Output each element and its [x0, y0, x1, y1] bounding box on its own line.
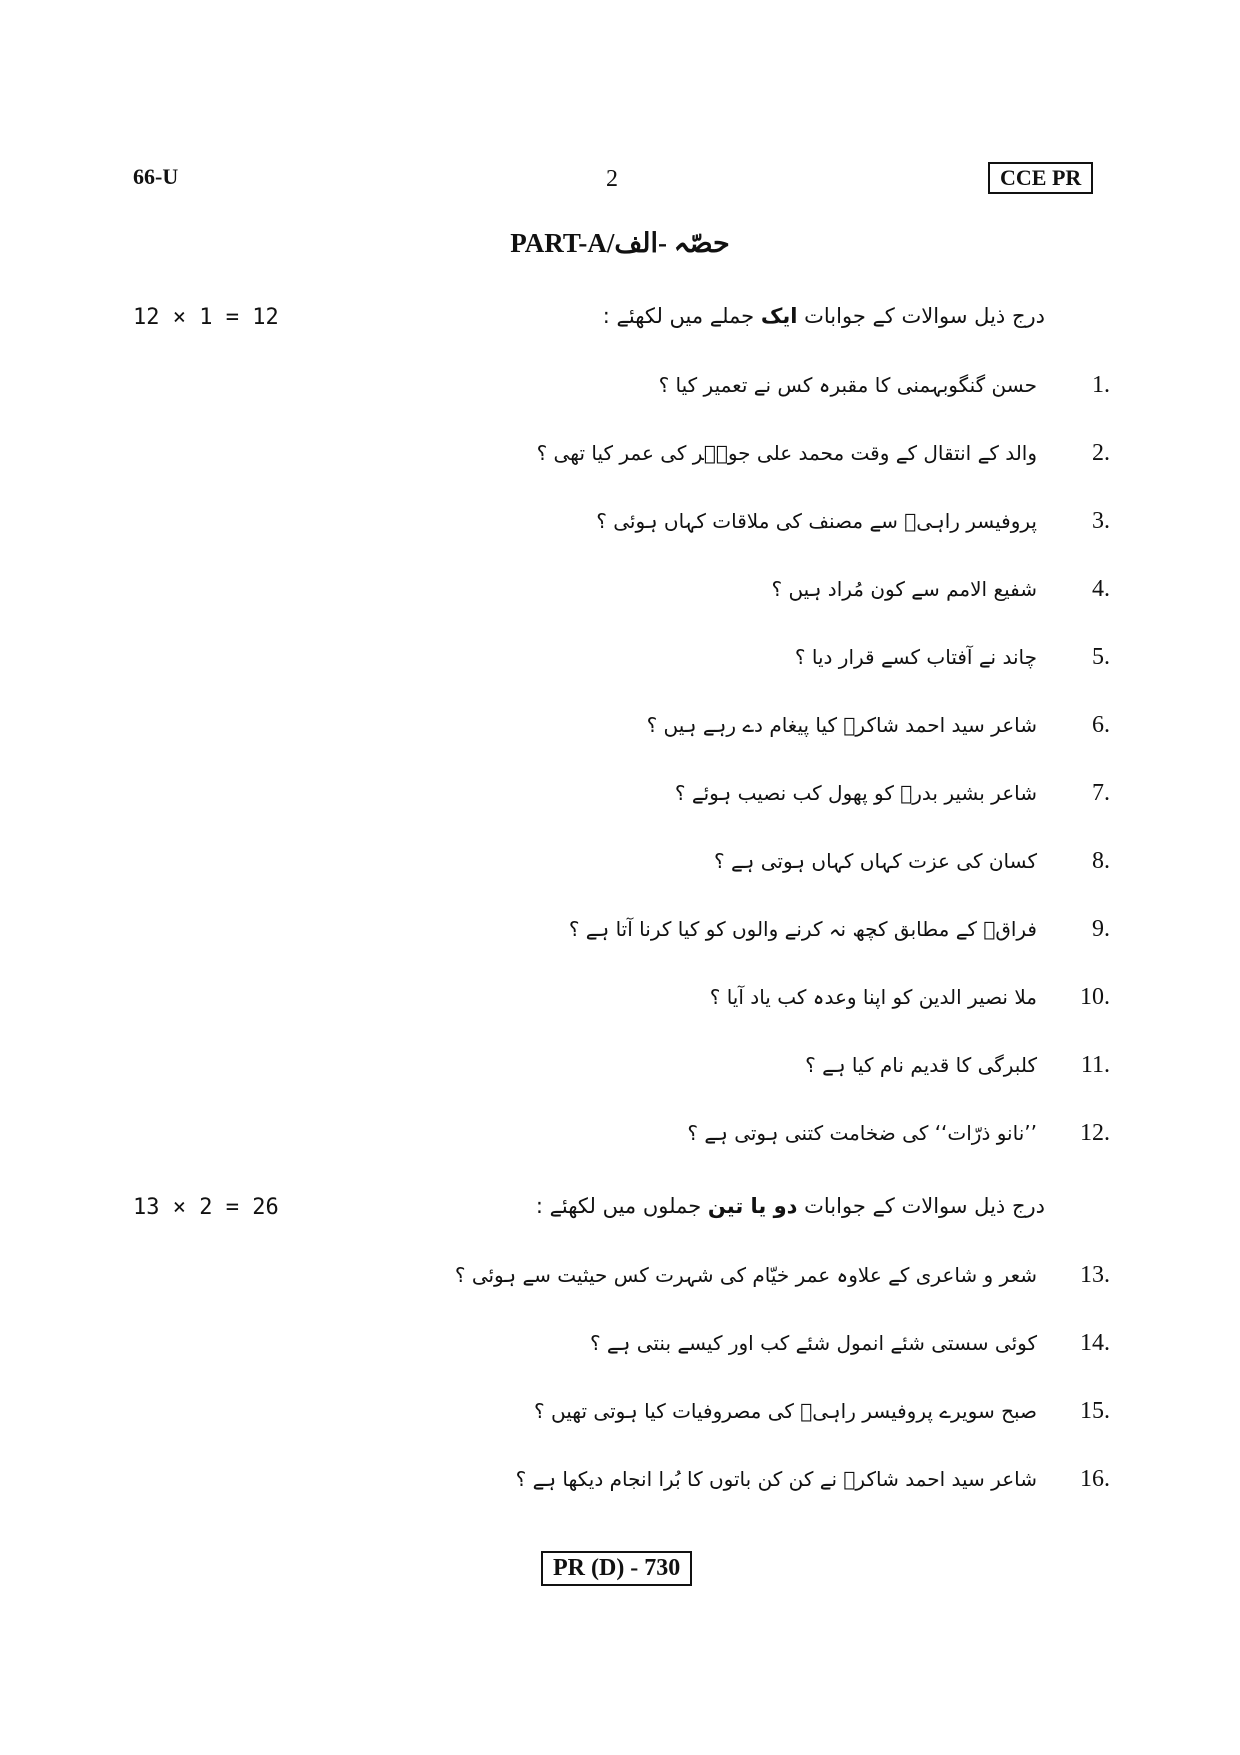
instruction-prefix: درج ذیل سوالات کے جوابات	[804, 1194, 1045, 1218]
question-number: 8.	[1092, 848, 1110, 874]
question-text: شاعر سید احمد شاکرؔ نے کن کن باتوں کا بُرا انجام دیکھا ہے ؟	[515, 1467, 1037, 1491]
question-number: 12.	[1080, 1120, 1110, 1146]
question-number: 11.	[1080, 1052, 1110, 1078]
part-title-urdu: حصّہ -الف	[614, 228, 730, 258]
question-text: کلبرگی کا قدیم نام کیا ہے ؟	[805, 1053, 1037, 1077]
question-text: پروفیسر راہیؔ سے مصنف کی ملاقات کہاں ہوئی ؟	[596, 509, 1037, 533]
question-text: ’’نانو ذرّات‘‘ کی ضخامت کتنی ہوتی ہے ؟	[687, 1121, 1037, 1145]
question-number: 5.	[1092, 644, 1110, 670]
question-number: 9.	[1092, 916, 1110, 942]
section2-marks: 13 × 2 = 26	[133, 1195, 279, 1220]
question-number: 6.	[1092, 712, 1110, 738]
part-title	[0, 228, 1240, 259]
question-5	[795, 644, 1110, 671]
question-text: شفیع الامم سے کون مُراد ہیں ؟	[771, 577, 1037, 601]
paper-code: 66-U	[133, 164, 179, 189]
section1-marks: 12 × 1 = 12	[133, 305, 279, 330]
question-text: شعر و شاعری کے علاوہ عمر خیّام کی شہرت کس حیثیت سے ہوئی ؟	[454, 1263, 1037, 1287]
question-number: 2.	[1092, 440, 1110, 466]
question-text: چاند نے آفتاب کسے قرار دیا ؟	[794, 645, 1037, 669]
question-number: 10.	[1080, 984, 1110, 1010]
question-3	[596, 508, 1110, 535]
question-9	[569, 916, 1110, 943]
instruction-bold: ایک	[760, 304, 798, 328]
question-number: 16.	[1080, 1466, 1110, 1492]
instruction-bold: دو یا تین	[707, 1194, 798, 1218]
question-text: شاعر سید احمد شاکرؔ کیا پیغام دے رہے ہیں ؟	[646, 713, 1037, 737]
question-number: 4.	[1092, 576, 1110, 602]
question-16	[516, 1466, 1110, 1493]
question-1	[659, 372, 1110, 399]
question-14	[590, 1330, 1110, 1357]
question-number: 15.	[1080, 1398, 1110, 1424]
question-text: حسن گنگوبہمنی کا مقبرہ کس نے تعمیر کیا ؟	[658, 373, 1037, 397]
question-text: صبح سویرے پروفیسر راہیؔ کی مصروفیات کیا ہوتی تھیں ؟	[534, 1399, 1037, 1423]
question-number: 7.	[1092, 780, 1110, 806]
instruction-prefix: درج ذیل سوالات کے جوابات	[804, 304, 1045, 328]
question-8	[714, 848, 1110, 875]
instruction-suffix: جملوں میں لکھئے :	[535, 1194, 702, 1218]
footer-code-box: PR (D) - 730	[541, 1551, 692, 1586]
exam-code-box: CCE PR	[988, 162, 1093, 194]
question-number: 13.	[1080, 1262, 1110, 1288]
question-text: فراقؔ کے مطابق کچھ نہ کرنے والوں کو کیا کرنا آتا ہے ؟	[568, 917, 1037, 941]
question-13	[455, 1262, 1110, 1289]
part-title-english: PART-A/	[510, 228, 615, 258]
question-text: شاعر بشیر بدرؔ کو پھول کب نصیب ہوئے ؟	[674, 781, 1037, 805]
instruction-suffix: جملے میں لکھئے :	[602, 304, 755, 328]
section1-instruction	[603, 304, 1045, 328]
question-number: 14.	[1080, 1330, 1110, 1356]
question-text: والد کے انتقال کے وقت محمد علی جوہؔر کی عمر کیا تھی ؟	[536, 441, 1037, 465]
section2-instruction	[536, 1194, 1045, 1218]
question-10	[710, 984, 1110, 1011]
question-12	[687, 1120, 1110, 1147]
question-15	[534, 1398, 1110, 1425]
question-6	[647, 712, 1110, 739]
question-number: 3.	[1092, 508, 1110, 534]
question-number: 1.	[1092, 372, 1110, 398]
question-7	[675, 780, 1110, 807]
page-number: 2	[606, 166, 618, 192]
question-text: کسان کی عزت کہاں کہاں ہوتی ہے ؟	[713, 849, 1037, 873]
question-11	[805, 1052, 1110, 1079]
question-2	[537, 440, 1110, 467]
question-text: کوئی سستی شئے انمول شئے کب اور کیسے بنتی ہے ؟	[589, 1331, 1037, 1355]
question-4	[771, 576, 1110, 603]
question-text: ملا نصیر الدین کو اپنا وعدہ کب یاد آیا ؟	[709, 985, 1037, 1009]
